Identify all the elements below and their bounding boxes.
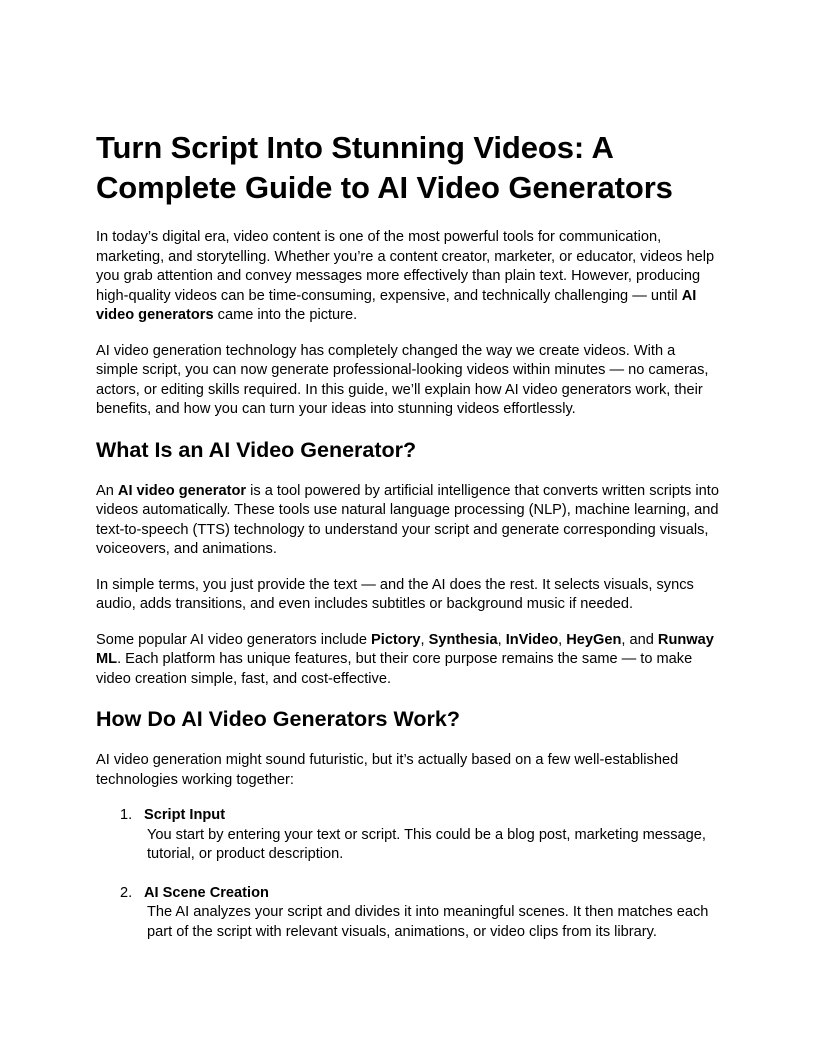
tool-name: Pictory: [371, 631, 421, 648]
definition-text-end: is a tool powered by artificial intelligence that converts written scripts into videos automatically. These tools use natural language processing (NLP), machine learning, and text-to-speech (TTS) technology to understand your script and generate corresponding visuals, voiceovers, and animations.: [96, 482, 719, 557]
step-number: 2.: [120, 884, 133, 901]
tool-name: Synthesia: [428, 631, 498, 648]
popular-tools-paragraph: [96, 631, 720, 690]
step-number: 1.: [120, 807, 133, 823]
page-title: Turn Script Into Stunning Videos: A Complete Guide to AI Video Generators: [96, 130, 673, 205]
separator: ,: [558, 631, 567, 648]
tool-name: InVideo: [505, 631, 559, 648]
step-title: AI Scene Creation: [144, 884, 269, 901]
intro-paragraph-2: AI video generation technology has completely changed the way we create videos. With a simple script, you can now generate professional-looking videos within minutes — no cameras, actors, or editing skills required. In this guide, we’ll explain how AI video generators work, their benefits, and how you can turn your ideas into stunning videos effortlessly.: [96, 342, 709, 417]
tools-text-start: Some popular AI video generators include: [96, 631, 372, 648]
intro-paragraph-1: [96, 228, 720, 326]
separator: , and: [621, 631, 658, 648]
definition-paragraph: [96, 482, 720, 560]
separator: ,: [420, 631, 429, 648]
definition-bold-term: AI video generator: [117, 482, 247, 499]
step-description: The AI analyzes your script and divides it into meaningful scenes. It then matches each part of the script with relevant visuals, animations, or video clips from its library.: [147, 904, 709, 940]
step-title: Script Input: [144, 807, 226, 823]
section-heading-how-it-works: How Do AI Video Generators Work?: [96, 707, 460, 731]
step-description: You start by entering your text or script. This could be a blog post, marketing message, tutorial, or product description.: [147, 826, 706, 862]
separator: ,: [497, 631, 506, 648]
steps-list: [96, 806, 720, 942]
simple-terms-paragraph: In simple terms, you just provide the text — and the AI does the rest. It selects visuals, syncs audio, adds transitions, and even includes subtitles or background music if needed.: [96, 576, 694, 612]
how-it-works-intro: AI video generation might sound futuristic, but it’s actually based on a few well-established technologies working together:: [96, 752, 679, 788]
list-item: [96, 884, 720, 943]
tools-text-end: . Each platform has unique features, but their core purpose remains the same — to make video creation simple, fast, and cost-effective.: [96, 651, 693, 687]
definition-text-start: An: [96, 482, 118, 499]
intro-text-end: came into the picture.: [213, 307, 358, 323]
intro-text-start: In today’s digital era, video content is one of the most powerful tools for communication, marketing, and storytelling. Whether you’re a content creator, marketer, or educator, videos help you grab attention and convey messages more effectively than plain text. However, producing high-quality videos can be time-consuming, expensive, and technically challenging — until: [96, 229, 715, 304]
tool-name: Runway ML: [96, 631, 714, 667]
tool-name: HeyGen: [566, 631, 622, 648]
intro-bold-term: AI video generators: [96, 287, 697, 323]
list-item: [96, 806, 720, 865]
section-heading-what-is: What Is an AI Video Generator?: [96, 437, 417, 462]
